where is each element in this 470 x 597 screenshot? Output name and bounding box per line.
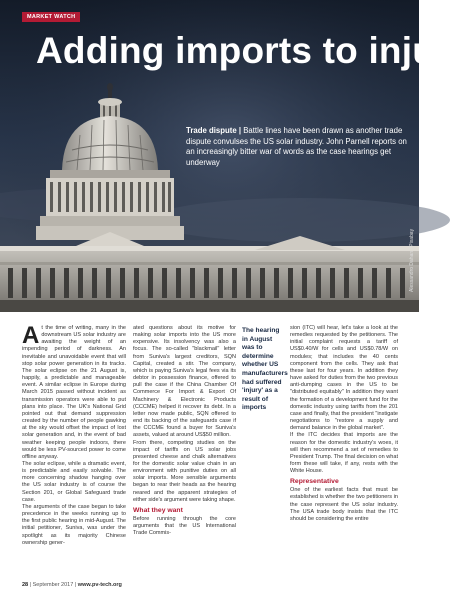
drop-cap: A xyxy=(22,322,40,349)
paragraph-text: t the time of writing, many in the downstream US solar industry are awaiting the weight of an impending period of darkness. An inevitable and unavoidable event that will stop solar power generation in its tracks. The solar eclipse on the 21 August is, happily, a predictable and manageable event. A similar eclipse in Europe during March 2015 passed without incident as transmission operators were able to put plans into place. The UK's National Grid pointed out that demand suppression created by the number of people gawking at the sky would offset the impact of lost solar generation and, in the event of bad weather keeping people indoors, there would be less PV-sourced power to come offline anyway. xyxy=(22,325,126,460)
headline: Adding imports to injury xyxy=(36,30,470,71)
pull-quote: The hearing in August was to determine whether US manufacturers had suffered 'injury' as a result of imports xyxy=(242,327,288,412)
paragraph: The solar eclipse, while a dramatic event, is predictable and easily solvable. The more concerning shadow hanging over the US solar industry is of course the Section 201, or Global Safeguard trade case. xyxy=(22,460,126,503)
paragraph: ated questions about its motive for making solar imports into the US more expensive. Its insolvency was also a focus. The so-called "blackmail" letter from Suniva's largest creditors, SQN Capital, created a stir. The company, which is paying Suniva's legal fees via its debtor in possession finance, offered to pull the case if the China Chamber Of Commerce For Import & Export Of Machinery & Electronic Products (CCCME) helped it recover its debt. In a letter now made public, SQN offered to end its backing of the safeguards case if the CCCME found a buyer for Suniva's assets, valued at around US$50 million. xyxy=(133,325,236,439)
website-url: www.pv-tech.org xyxy=(77,582,122,588)
paragraph: From there, competing studies on the impact of tariffs on US solar jobs presented cheese and chalk alternatives for the domestic solar value chain in an environment with punitive duties on all solar imports. More sensible arguments began to rear their heads as the hearing neared and the apparent strategies of either side's argument were taking shape. xyxy=(133,439,236,503)
subheading: What they want xyxy=(133,506,183,514)
standfirst-text: Battle lines have been drawn as another trade dispute convulses the US solar industry. John Parnell reports on an increasingly bitter war of words as the case hearings get underway xyxy=(186,126,407,167)
paragraph: One of the earliest facts that must be established is whether the two petitioners in the case represent the US solar industry. The USA trade body insists that the ITC should be considering the entire xyxy=(290,487,398,522)
standfirst xyxy=(186,126,408,168)
article-column-2 xyxy=(133,325,236,537)
section-tag: MARKET WATCH xyxy=(22,12,80,22)
photo-credit: Alessandro Dahan / Pixabay xyxy=(409,228,415,292)
article-column-3 xyxy=(290,325,398,523)
issue-date: September 2017 xyxy=(32,582,74,588)
paragraph: sion (ITC) will hear, let's take a look at the remedies requested by the petitioners. The initial complaint requests a tariff of US$0.40/W for cells and US$0.78/W on modules; that includes the 40 cents component from the cells. They ask that these last for four years. In addition they have asked for duties from the two previous anti-dumping cases in the US to be "distributed equitably" In addition they want the formation of a development fund for the domestic industry using tariffs from the 201 case and finally, that the president "instigate negotiations to "restore a supply and demand balance in the global market". xyxy=(290,325,398,432)
article-column-1 xyxy=(22,322,126,547)
paragraph xyxy=(22,322,126,461)
footer-separator: | xyxy=(29,582,33,588)
subheading: Representative xyxy=(290,478,339,486)
standfirst-lead: Trade dispute | xyxy=(186,126,242,135)
paragraph: The arguments of the case began to take precedence in the weeks running up to the first public hearing in mid-August. The initial petitioner, Suniva, was under the spotlight as its majority Chinese ownership gener- xyxy=(22,503,126,546)
paragraph: Before running through the core arguments that the US International Trade Commis- xyxy=(133,515,236,537)
footer-separator: | xyxy=(74,582,78,588)
page-footer xyxy=(22,582,122,589)
page-number: 28 xyxy=(22,582,29,588)
paragraph: If the ITC decides that imports are the reason for the domestic industry's woes, it will then recommend a set of remedies to President Trump. The final decision on what form these will take, if any, rests with the White House. xyxy=(290,432,398,475)
